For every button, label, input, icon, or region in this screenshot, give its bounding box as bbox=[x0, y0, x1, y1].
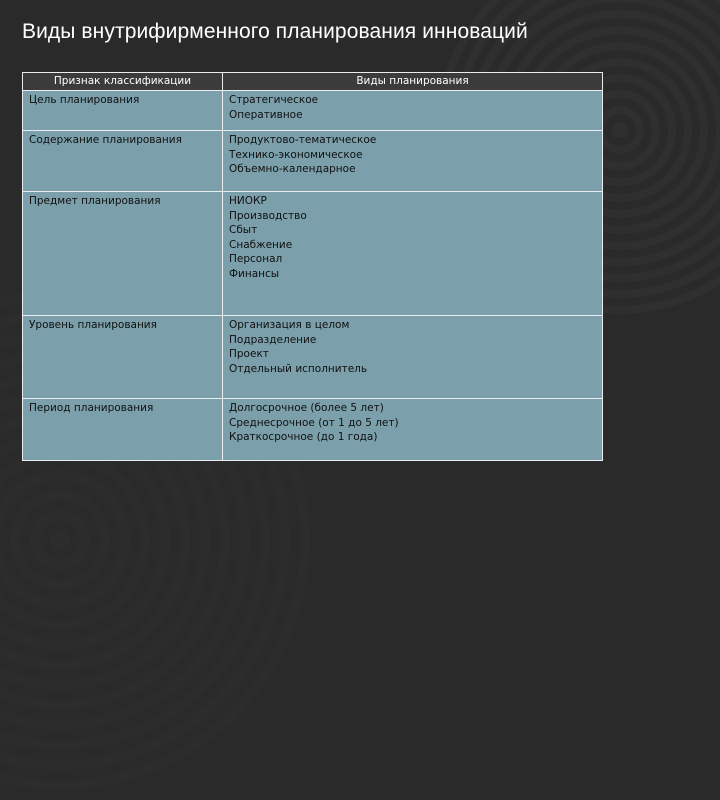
types-cell bbox=[223, 131, 603, 192]
header-feature: Признак классификации bbox=[23, 73, 223, 91]
type-item: Организация в целом bbox=[229, 319, 350, 331]
type-item: Технико-экономическое bbox=[229, 148, 363, 161]
type-item: НИОКР bbox=[229, 195, 267, 207]
table-row bbox=[23, 316, 603, 399]
table-row bbox=[23, 399, 603, 461]
type-item: Стратегическое bbox=[229, 94, 319, 106]
feature-cell: Содержание планирования bbox=[23, 131, 223, 192]
types-cell bbox=[223, 192, 603, 316]
type-item: Производство bbox=[229, 209, 307, 222]
table-row bbox=[23, 131, 603, 192]
type-item: Снабжение bbox=[229, 238, 293, 251]
types-cell bbox=[223, 399, 603, 461]
feature-cell: Цель планирования bbox=[23, 91, 223, 131]
table-row bbox=[23, 192, 603, 316]
type-item: Долгосрочное (более 5 лет) bbox=[229, 402, 384, 414]
types-cell bbox=[223, 316, 603, 399]
type-item: Проект bbox=[229, 348, 269, 360]
slide-title: Виды внутрифирменного планирования инноваций bbox=[22, 20, 528, 43]
type-item: Сбыт bbox=[229, 224, 258, 236]
types-cell bbox=[223, 91, 603, 131]
type-item: Краткосрочное (до 1 года) bbox=[229, 431, 378, 443]
type-item: Финансы bbox=[229, 267, 280, 280]
feature-cell: Предмет планирования bbox=[23, 192, 223, 316]
table-row bbox=[23, 91, 603, 131]
type-item: Оперативное bbox=[229, 108, 303, 121]
classification-table bbox=[22, 72, 603, 461]
type-item: Среднесрочное (от 1 до 5 лет) bbox=[229, 416, 399, 429]
type-item: Персонал bbox=[229, 253, 283, 265]
type-item: Продуктово-тематическое bbox=[229, 134, 377, 146]
header-types: Виды планирования bbox=[223, 73, 603, 91]
type-item: Объемно-календарное bbox=[229, 163, 356, 175]
type-item: Подразделение bbox=[229, 333, 317, 346]
feature-cell: Уровень планирования bbox=[23, 316, 223, 399]
feature-cell: Период планирования bbox=[23, 399, 223, 461]
table-header-row bbox=[23, 73, 603, 91]
type-item: Отдельный исполнитель bbox=[229, 362, 368, 375]
